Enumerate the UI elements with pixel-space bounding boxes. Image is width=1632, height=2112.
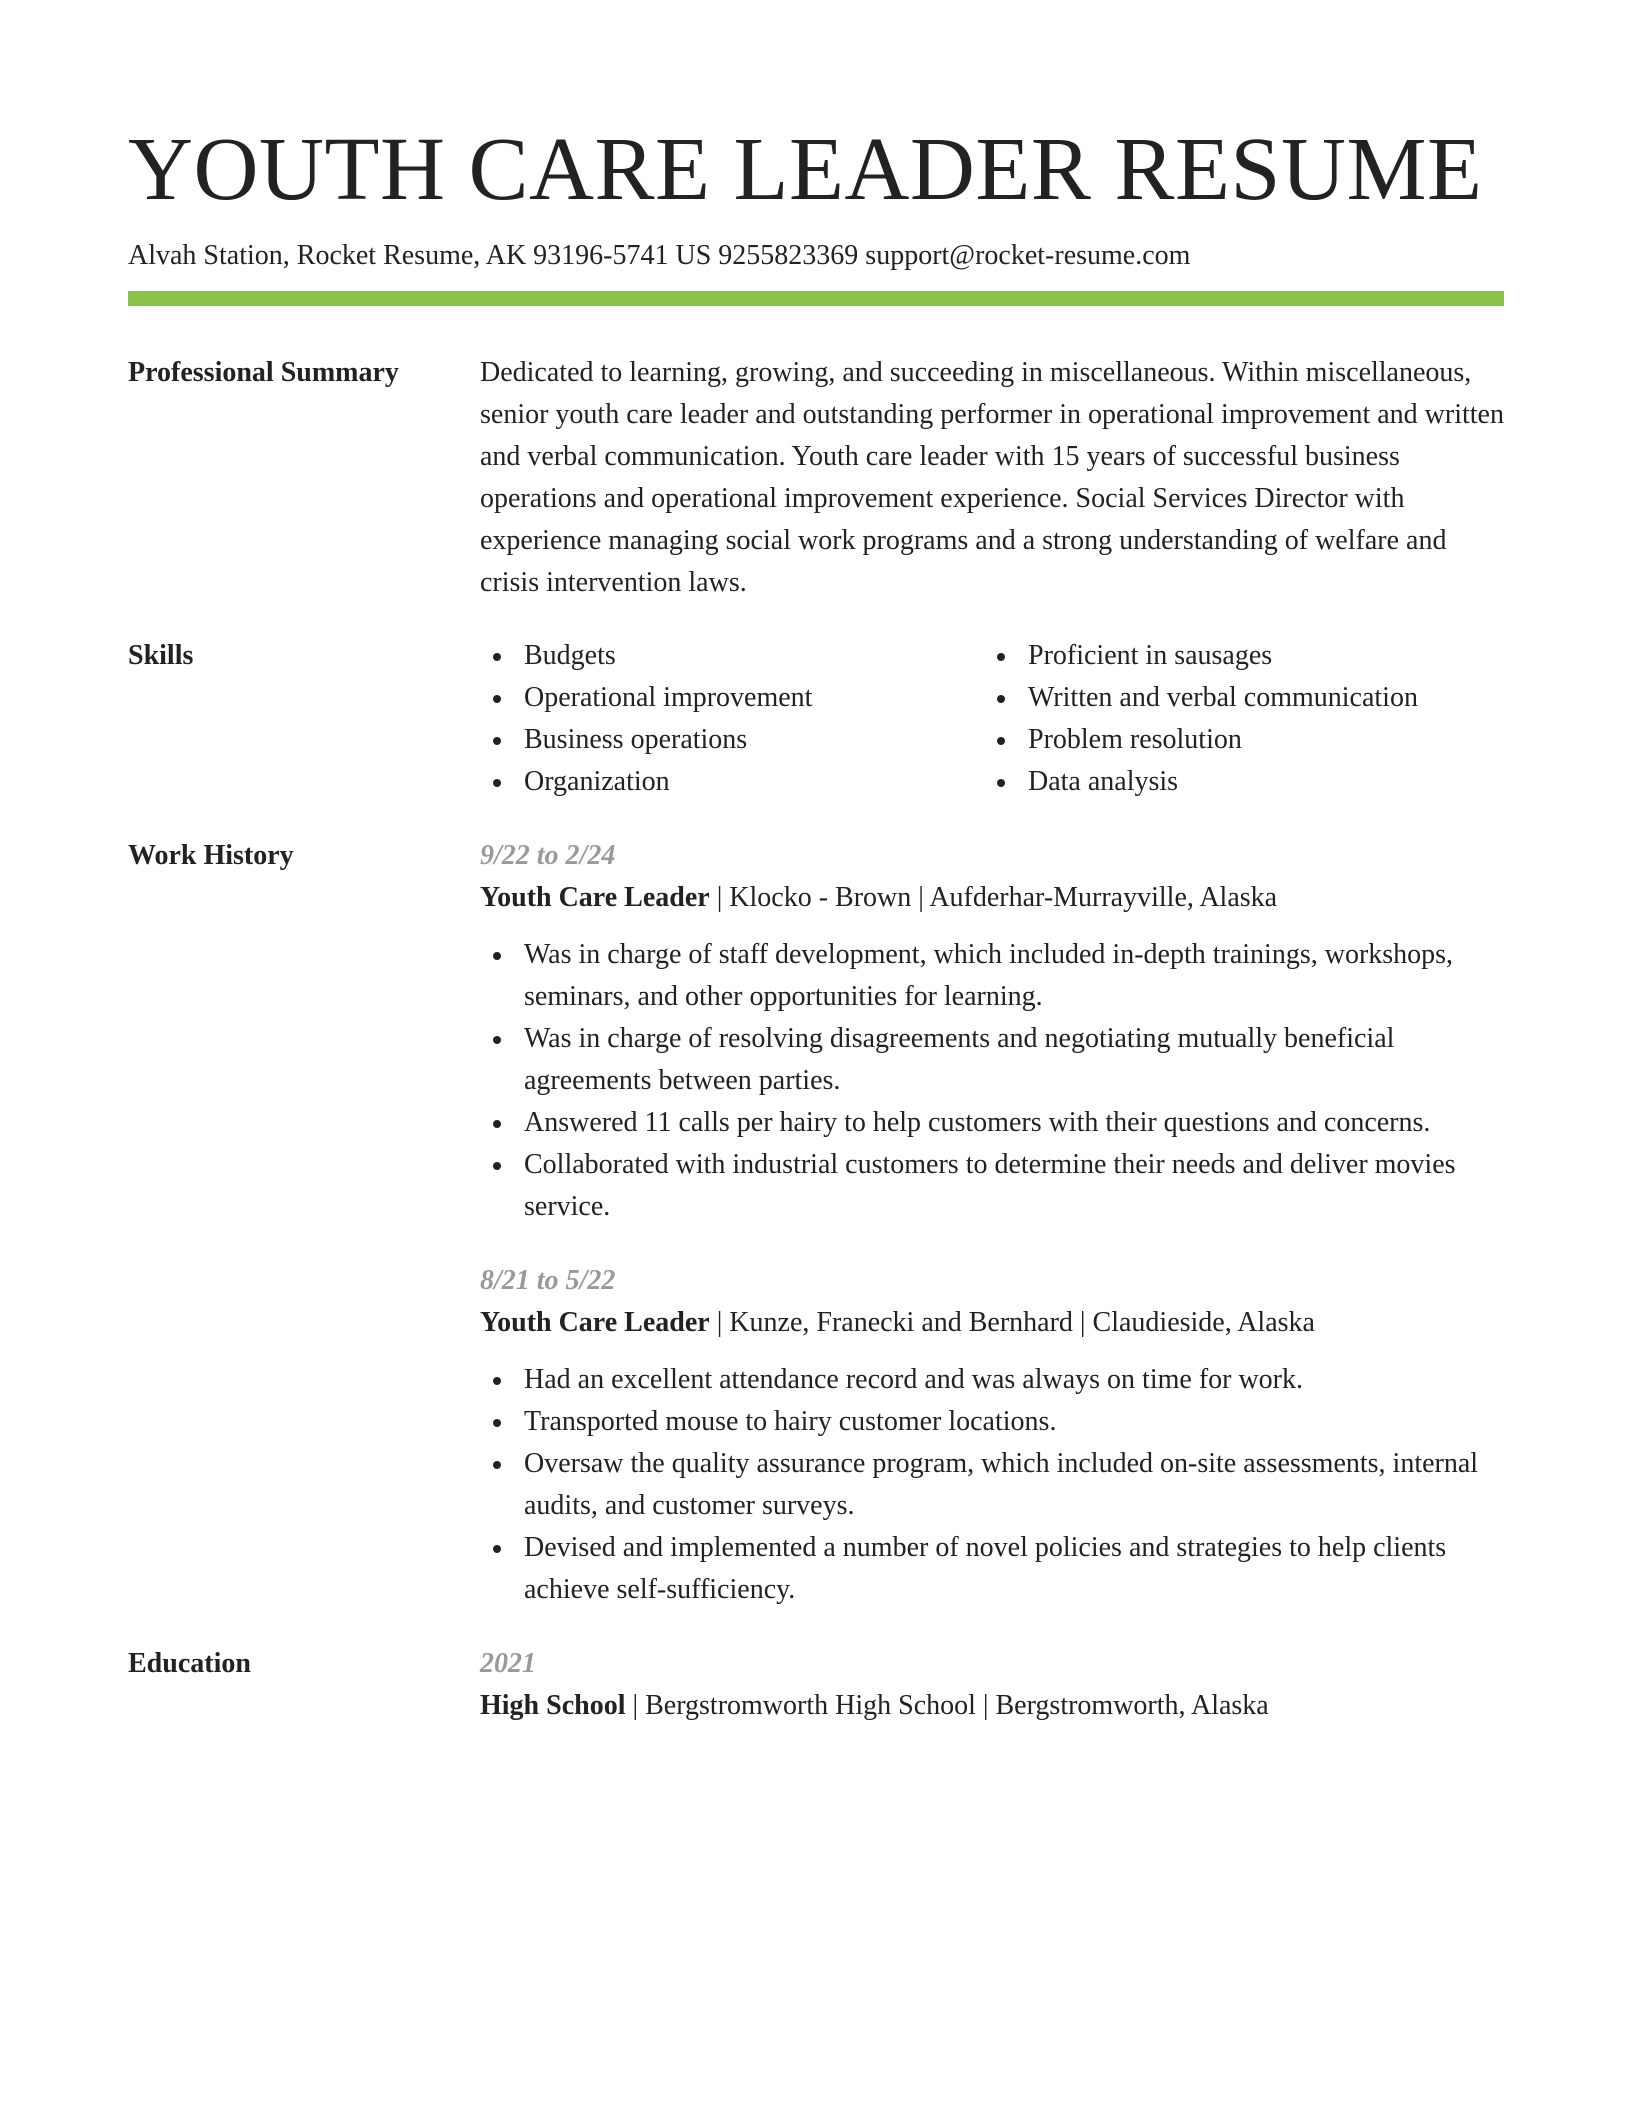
resume-title: YOUTH CARE LEADER RESUME: [128, 120, 1483, 219]
education-body: [480, 1643, 1504, 1727]
education-heading: Education: [128, 1648, 251, 1679]
education-section: [128, 1643, 1504, 1727]
job-details: | Kunze, Franecki and Bernhard | Claudieside, Alaska: [709, 1307, 1315, 1338]
skill-item: Organization: [480, 761, 984, 803]
skills-body: [480, 635, 1504, 803]
job-title: Youth Care Leader: [480, 882, 710, 913]
job-bullet: Devised and implemented a number of novel policies and strategies to help clients achieve self-sufficiency.: [480, 1527, 1504, 1611]
skill-item: Budgets: [480, 635, 984, 677]
job-dates: 9/22 to 2/24: [480, 840, 616, 871]
header-divider: [128, 291, 1504, 306]
job-bullet: Had an excellent attendance record and was always on time for work.: [480, 1359, 1504, 1401]
resume-page: [128, 118, 1504, 1727]
contact-line: Alvah Station, Rocket Resume, AK 93196-5741 US 9255823369 support@rocket-resume.com: [128, 240, 1191, 271]
job-title: Youth Care Leader: [480, 1307, 710, 1338]
skill-item: Data analysis: [984, 761, 1488, 803]
summary-body: [480, 352, 1504, 604]
job-details: | Klocko - Brown | Aufderhar-Murrayville, Alaska: [709, 882, 1278, 913]
education-year: 2021: [480, 1648, 536, 1679]
education-line: [480, 1685, 1504, 1727]
job-dates: 8/21 to 5/22: [480, 1265, 616, 1296]
job-bullets: [480, 934, 1504, 1228]
skills-section: [128, 635, 1504, 803]
skill-item: Business operations: [480, 719, 984, 761]
job-role-line: [480, 877, 1504, 919]
skill-item: Written and verbal communication: [984, 677, 1488, 719]
education-degree: High School: [480, 1690, 626, 1721]
work-history-heading: Work History: [128, 840, 294, 871]
job-role-line: [480, 1302, 1504, 1344]
job-bullet: Answered 11 calls per hairy to help customers with their questions and concerns.: [480, 1102, 1504, 1144]
work-history-section: [128, 835, 1504, 1611]
summary-heading: Professional Summary: [128, 357, 399, 388]
education-details: | Bergstromworth High School | Bergstromworth, Alaska: [625, 1690, 1269, 1721]
job-bullet: Oversaw the quality assurance program, which included on-site assessments, internal audits, and customer surveys.: [480, 1443, 1504, 1527]
job-bullet: Was in charge of resolving disagreements and negotiating mutually beneficial agreements between parties.: [480, 1018, 1504, 1102]
summary-text: Dedicated to learning, growing, and succeeding in miscellaneous. Within miscellaneous, senior youth care leader and outstanding performer in operational improvement and written and verbal communication. Youth care leader with 15 years of successful business operations and operational improvement experience. Social Services Director with experience managing social work programs and a strong understanding of welfare and crisis intervention laws.: [480, 357, 1504, 598]
job-bullet: Collaborated with industrial customers to determine their needs and deliver movies service.: [480, 1144, 1504, 1228]
skills-list-right: [984, 635, 1488, 803]
work-history-body: [480, 835, 1504, 1611]
job-bullet: Transported mouse to hairy customer locations.: [480, 1401, 1504, 1443]
summary-section: [128, 352, 1504, 604]
job-bullet: Was in charge of staff development, which included in-depth trainings, workshops, seminars, and other opportunities for learning.: [480, 934, 1504, 1018]
skill-item: Problem resolution: [984, 719, 1488, 761]
skill-item: Proficient in sausages: [984, 635, 1488, 677]
skills-list-left: [480, 635, 984, 803]
job-entry: [480, 835, 1504, 1228]
skills-heading: Skills: [128, 640, 194, 671]
job-bullets: [480, 1359, 1504, 1611]
skills-columns: [480, 635, 1504, 803]
job-entry: [480, 1260, 1504, 1611]
skill-item: Operational improvement: [480, 677, 984, 719]
